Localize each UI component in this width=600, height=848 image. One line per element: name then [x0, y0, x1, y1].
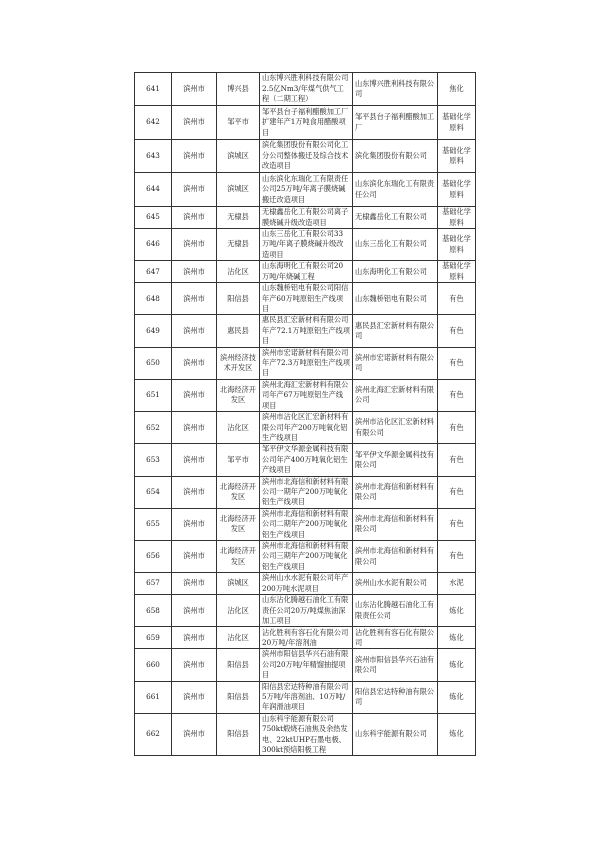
industry-cell: 有色: [438, 540, 476, 572]
county-cell: 博兴县: [217, 73, 260, 106]
table-row: [135, 207, 476, 229]
table-row: [135, 476, 476, 508]
table-row: [135, 444, 476, 476]
row-number: 641: [135, 73, 172, 106]
city-cell: 滨州市: [172, 315, 217, 347]
row-number: 654: [135, 476, 172, 508]
industry-cell: 有色: [438, 347, 476, 379]
table-row: [135, 540, 476, 572]
project-name-cell: 滨州市北海信和新材料有限公司二期年产200万吨氧化铝生产线项目: [260, 508, 353, 540]
company-cell: 沾化胜利有容石化有限公司: [353, 627, 438, 649]
industry-cell: 基础化学原料: [438, 106, 476, 140]
row-number: 643: [135, 140, 172, 173]
industry-cell: 炼化: [438, 681, 476, 713]
city-cell: 滨州市: [172, 476, 217, 508]
county-cell: 北海经济开发区: [217, 379, 260, 411]
row-number: 648: [135, 283, 172, 315]
row-number: 649: [135, 315, 172, 347]
project-name-cell: 无棣鑫岳化工有限公司离子膜烧碱升级改造项目: [260, 207, 353, 229]
project-name-cell: 山东三岳化工有限公司33万吨/年离子膜烧碱升级改造项目: [260, 229, 353, 261]
industry-cell: 炼化: [438, 627, 476, 649]
company-cell: 惠民县汇宏新材料有限公司: [353, 315, 438, 347]
project-name-cell: 邹平县台子福利醋酸加工厂扩建年产1万吨食用醋酸项目: [260, 106, 353, 140]
industry-cell: 基础化学原料: [438, 261, 476, 283]
city-cell: 滨州市: [172, 283, 217, 315]
company-cell: 滨州北海汇宏新材料有限公司: [353, 379, 438, 411]
company-cell: 山东海明化工有限公司: [353, 261, 438, 283]
table-row: [135, 173, 476, 207]
city-cell: 滨州市: [172, 649, 217, 681]
table-row: [135, 283, 476, 315]
industry-cell: 有色: [438, 444, 476, 476]
table-row: [135, 573, 476, 595]
city-cell: 滨州市: [172, 73, 217, 106]
row-number: 659: [135, 627, 172, 649]
industry-cell: 有色: [438, 283, 476, 315]
county-cell: 阳信县: [217, 713, 260, 756]
county-cell: 阳信县: [217, 283, 260, 315]
table-row: [135, 106, 476, 140]
project-table: [134, 72, 476, 756]
county-cell: 沾化区: [217, 595, 260, 627]
row-number: 656: [135, 540, 172, 572]
project-name-cell: 滨州市阳信县华兴石油有限公司20万吨/年精馏抽提项目: [260, 649, 353, 681]
row-number: 658: [135, 595, 172, 627]
company-cell: 山东滨化东瑞化工有限责任公司: [353, 173, 438, 207]
project-name-cell: 滨州市沾化区汇宏新材料有限公司年产200万吨氧化铝生产线项目: [260, 412, 353, 444]
industry-cell: 有色: [438, 315, 476, 347]
company-cell: 滨州山水水泥有限公司: [353, 573, 438, 595]
city-cell: 滨州市: [172, 379, 217, 411]
table-row: [135, 595, 476, 627]
city-cell: 滨州市: [172, 106, 217, 140]
table-row: [135, 73, 476, 106]
table-row: [135, 379, 476, 411]
company-cell: 滨化集团股份有限公司: [353, 140, 438, 173]
row-number: 646: [135, 229, 172, 261]
row-number: 657: [135, 573, 172, 595]
table-row: [135, 347, 476, 379]
county-cell: 惠民县: [217, 315, 260, 347]
county-cell: 邹平市: [217, 106, 260, 140]
table-row: [135, 649, 476, 681]
county-cell: 北海经济开发区: [217, 540, 260, 572]
industry-cell: 炼化: [438, 713, 476, 756]
county-cell: 滨城区: [217, 173, 260, 207]
table-row: [135, 412, 476, 444]
company-cell: 邹平伊文华源金属科技有限公司: [353, 444, 438, 476]
row-number: 661: [135, 681, 172, 713]
county-cell: 北海经济开发区: [217, 508, 260, 540]
project-name-cell: 滨州市北海信和新材料有限公司三期年产200万吨氧化铝生产线项目: [260, 540, 353, 572]
city-cell: 滨州市: [172, 540, 217, 572]
project-name-cell: 山东魏桥铝电有限公司阳信年产60万吨原铝生产线项目: [260, 283, 353, 315]
row-number: 647: [135, 261, 172, 283]
industry-cell: 基础化学原料: [438, 229, 476, 261]
project-table-body: [135, 73, 476, 756]
row-number: 645: [135, 207, 172, 229]
county-cell: 邹平市: [217, 444, 260, 476]
industry-cell: 炼化: [438, 595, 476, 627]
industry-cell: 水泥: [438, 573, 476, 595]
project-name-cell: 滨州市北海信和新材料有限公司一期年产200万吨氧化铝生产线项目: [260, 476, 353, 508]
row-number: 662: [135, 713, 172, 756]
industry-cell: 有色: [438, 412, 476, 444]
county-cell: 阳信县: [217, 681, 260, 713]
city-cell: 滨州市: [172, 595, 217, 627]
city-cell: 滨州市: [172, 713, 217, 756]
company-cell: 滨州市北海信和新材料有限公司: [353, 540, 438, 572]
county-cell: 滨城区: [217, 140, 260, 173]
city-cell: 滨州市: [172, 140, 217, 173]
company-cell: 山东三岳化工有限公司: [353, 229, 438, 261]
project-name-cell: 山东海明化工有限公司20万吨/年烧碱工程: [260, 261, 353, 283]
project-name-cell: 阳信县宏达特种油有限公司5万吨/年溶剂油、10万吨/年润滑油项目: [260, 681, 353, 713]
city-cell: 滨州市: [172, 681, 217, 713]
project-name-cell: 山东沾化腾越石油化工有限责任公司20万/吨煤焦油深加工项目: [260, 595, 353, 627]
city-cell: 滨州市: [172, 412, 217, 444]
row-number: 644: [135, 173, 172, 207]
project-name-cell: 山东滨化东瑞化工有限责任公司25万吨/年离子膜烧碱搬迁改造项目: [260, 173, 353, 207]
row-number: 652: [135, 412, 172, 444]
table-row: [135, 627, 476, 649]
table-row: [135, 713, 476, 756]
city-cell: 滨州市: [172, 508, 217, 540]
county-cell: 沾化区: [217, 412, 260, 444]
company-cell: 无棣鑫岳化工有限公司: [353, 207, 438, 229]
company-cell: 山东沾化腾越石油化工有限责任公司: [353, 595, 438, 627]
project-name-cell: 沾化胜利有容石化有限公司20万吨/年溶剂油: [260, 627, 353, 649]
project-name-cell: 惠民县汇宏新材料有限公司年产72.1万吨原铝生产线项目: [260, 315, 353, 347]
company-cell: 山东魏桥铝电有限公司: [353, 283, 438, 315]
city-cell: 滨州市: [172, 627, 217, 649]
row-number: 660: [135, 649, 172, 681]
city-cell: 滨州市: [172, 207, 217, 229]
city-cell: 滨州市: [172, 347, 217, 379]
county-cell: 滨州经济技术开发区: [217, 347, 260, 379]
row-number: 653: [135, 444, 172, 476]
county-cell: 北海经济开发区: [217, 476, 260, 508]
table-row: [135, 140, 476, 173]
county-cell: 阳信县: [217, 649, 260, 681]
county-cell: 沾化区: [217, 261, 260, 283]
table-row: [135, 315, 476, 347]
company-cell: 山东博兴胜利科技有限公司: [353, 73, 438, 106]
project-name-cell: 滨化集团股份有限公司化工分公司整体搬迁及综合技术改造项目: [260, 140, 353, 173]
industry-cell: 基础化学原料: [438, 173, 476, 207]
company-cell: 滨州市北海信和新材料有限公司: [353, 508, 438, 540]
city-cell: 滨州市: [172, 444, 217, 476]
company-cell: 滨州市北海信和新材料有限公司: [353, 476, 438, 508]
row-number: 651: [135, 379, 172, 411]
project-name-cell: 邹平伊文华源金属科技有限公司年产400万吨氧化铝生产线项目: [260, 444, 353, 476]
table-row: [135, 681, 476, 713]
city-cell: 滨州市: [172, 573, 217, 595]
table-row: [135, 508, 476, 540]
row-number: 650: [135, 347, 172, 379]
industry-cell: 基础化学原料: [438, 140, 476, 173]
project-name-cell: 滨州市宏诺新材料有限公司年产72.3万吨原铝生产线项目: [260, 347, 353, 379]
company-cell: 滨州市阳信县华兴石油有限公司: [353, 649, 438, 681]
row-number: 642: [135, 106, 172, 140]
company-cell: 山东科宇能源有限公司: [353, 713, 438, 756]
project-name-cell: 滨州山水水泥有限公司年产200万吨水泥项目: [260, 573, 353, 595]
company-cell: 滨州市沾化区汇宏新材料有限公司: [353, 412, 438, 444]
county-cell: 滨城区: [217, 573, 260, 595]
city-cell: 滨州市: [172, 261, 217, 283]
project-name-cell: 山东博兴胜利科技有限公司2.5亿Nm3/年煤气供气工程（二期工程）: [260, 73, 353, 106]
industry-cell: 基础化学原料: [438, 207, 476, 229]
county-cell: 无棣县: [217, 207, 260, 229]
city-cell: 滨州市: [172, 229, 217, 261]
company-cell: 滨州市宏诺新材料有限公司: [353, 347, 438, 379]
row-number: 655: [135, 508, 172, 540]
industry-cell: 有色: [438, 508, 476, 540]
company-cell: 邹平县台子福利醋酸加工厂: [353, 106, 438, 140]
table-row: [135, 261, 476, 283]
industry-cell: 有色: [438, 476, 476, 508]
county-cell: 沾化区: [217, 627, 260, 649]
industry-cell: 炼化: [438, 649, 476, 681]
industry-cell: 焦化: [438, 73, 476, 106]
industry-cell: 有色: [438, 379, 476, 411]
table-row: [135, 229, 476, 261]
company-cell: 阳信县宏达特种油有限公司: [353, 681, 438, 713]
project-name-cell: 山东科宇能源有限公司750kt煅烧石油焦及余热发电、22ktUHP石墨电极、300kt预焙阳极工程: [260, 713, 353, 756]
city-cell: 滨州市: [172, 173, 217, 207]
county-cell: 无棣县: [217, 229, 260, 261]
project-name-cell: 滨州北海汇宏新材料有限公司年产67万吨原铝生产线项目: [260, 379, 353, 411]
